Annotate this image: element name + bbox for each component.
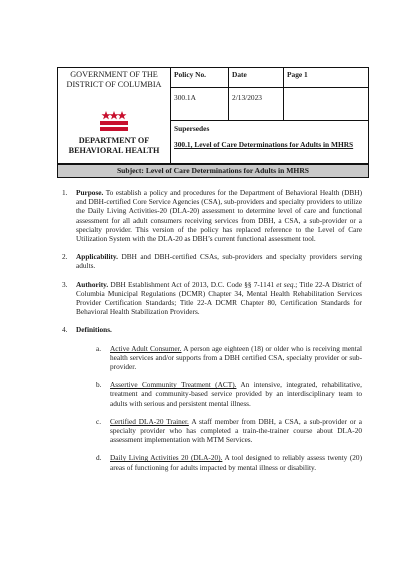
- definition-text: A staff member from DBH, a CSA, a sub-provider or a specialty provider who has completed a train-the-trainer course about DLA-20 assessment implementation with MTM Services.: [110, 416, 362, 445]
- gov-line-1: GOVERNMENT OF THE: [70, 70, 158, 79]
- definition-letter: a.: [96, 343, 102, 353]
- definition-letter: c.: [96, 416, 102, 426]
- government-heading: [58, 68, 170, 108]
- subject-bar: Subject: Level of Care Determinations for Adults in MHRS: [57, 164, 369, 178]
- definition-item: [76, 417, 362, 445]
- definition-item: [76, 453, 362, 471]
- definition-term: Active Adult Consumer.: [110, 343, 182, 353]
- section-number: 3.: [62, 279, 68, 289]
- definition-item: [76, 344, 362, 372]
- dept-line-2: BEHAVIORAL HEALTH: [68, 146, 160, 155]
- section-text-italic: et seq.: [276, 279, 296, 289]
- section-text: DBH and DBH-certified CSAs, sub-providers and specialty providers serving adults.: [76, 252, 362, 271]
- page-label: Page 1: [287, 70, 308, 79]
- section-number: 1.: [62, 188, 68, 197]
- section-title: Applicability.: [76, 252, 118, 262]
- section-number: 2.: [62, 252, 68, 262]
- supersedes-label: Supersedes: [174, 124, 210, 133]
- definition-item: [76, 380, 362, 408]
- supersedes-value: 300.1, Level of Care Determinations for Adults in MHRS: [174, 140, 354, 149]
- date-label: Date: [232, 70, 247, 79]
- section-number: 4.: [62, 325, 68, 335]
- gov-line-2: DISTRICT OF COLUMBIA: [66, 80, 162, 89]
- definition-text: A tool designed to reliably assess twenty (20) areas of functioning for adults impacted by mental illness or disability.: [110, 453, 362, 472]
- dc-flag-logo: [98, 110, 130, 132]
- section-text: DBH Establishment Act of 2013, D.C. Code §§ 7-1141: [110, 279, 277, 289]
- definition-term: Assertive Community Treatment (ACT).: [110, 380, 237, 390]
- section-title: Purpose.: [76, 188, 104, 197]
- section-authority: [62, 280, 362, 317]
- definition-letter: d.: [96, 453, 102, 463]
- section-applicability: [62, 252, 362, 270]
- definition-term: Daily Living Activities 20 (DLA-20).: [110, 453, 223, 463]
- section-purpose: [62, 188, 362, 243]
- header-table: [57, 67, 369, 164]
- policy-no-value: 300.1A: [174, 93, 196, 102]
- department-heading: [58, 136, 170, 164]
- section-title: Authority.: [76, 279, 109, 289]
- policy-body: [62, 188, 362, 481]
- section-definitions: [62, 325, 362, 471]
- definition-text: A person age eighteen (18) or older who is receiving mental health services and/or supports from a DBH certified CSA, specialty provider or sub-provider.: [110, 343, 362, 372]
- definition-text: An intensive, integrated, rehabilitative, treatment and community-based service provided by an interdisciplinary team to adults with serious and persistent mental illness.: [110, 380, 362, 408]
- section-text: ; Title 22-A District of Columbia Municipal Regulations (DCMR) Chapter 34, Mental Health Rehabilitation Services Provider Certification Standards; Title 22-A DCMR Chapter 80, Certification Standards for Behavioral Health Stabilization Providers.: [76, 279, 362, 317]
- policy-no-label: Policy No.: [174, 70, 207, 79]
- section-title: Definitions.: [76, 325, 112, 335]
- definition-letter: b.: [96, 380, 102, 390]
- section-text: To establish a policy and procedures for the Department of Behavioral Health (DBH) and DBH-certified Core Service Agencies (CSA), sub-providers and specialty providers to utilize the Daily Living Activities-20 (DLA-20) assessment to determine level of care and functional assessment for all adult consumers receiving services from DBH, a CSA, a sub-provider or a specialty provider. This version of the policy has replaced reference to the Level of Care Utilization System with the DLA-20 as DBH’s current functional assessment tool.: [76, 188, 362, 244]
- definition-term: Certified DLA-20 Trainer.: [110, 416, 189, 426]
- dept-line-1: DEPARTMENT OF: [78, 136, 150, 145]
- date-value: 2/13/2023: [232, 93, 262, 102]
